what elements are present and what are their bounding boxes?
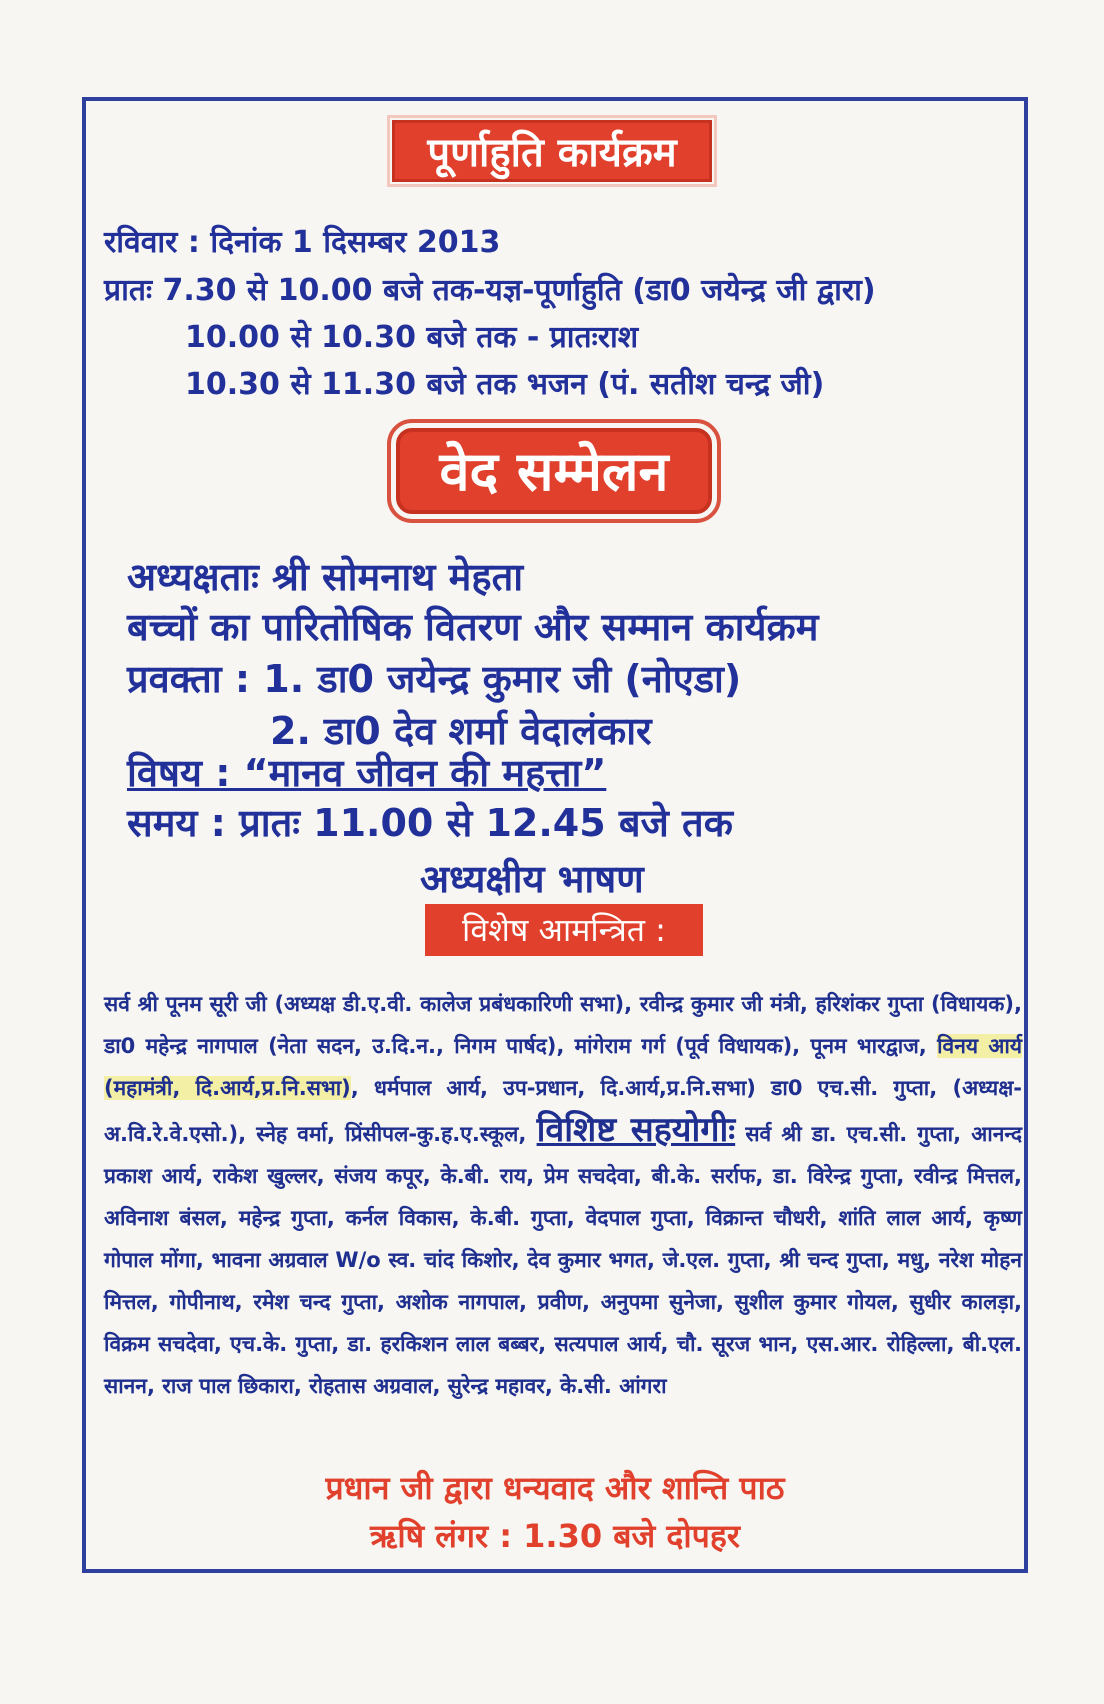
schedule-line-2: 10.00 से 10.30 बजे तक - प्रातःराश (185, 320, 639, 355)
speaker-line-1: प्रवक्ता : 1. डा0 जयेन्द्र कुमार जी (नोएडा) (127, 657, 742, 701)
invitees-text-after: , धर्मपाल आर्य, उप-प्रधान, दि.आर्य,प्र.नि.सभा) डा0 एच.सी. गुप्ता, (अध्यक्ष-अ.वि.रे.वे.एसो.), स्नेह वर्मा, प्रिंसीपल-कु.ह.ए.स्कूल, (104, 1076, 1022, 1146)
prize-line: बच्चों का पारितोषिक वितरण और सम्मान कार्यक्रम (127, 605, 819, 649)
date-line: रविवार : दिनांक 1 दिसम्बर 2013 (104, 225, 501, 260)
invitees-text: सर्व श्री पूनम सूरी जी (अध्यक्ष डी.ए.वी. कालेज प्रबंधकारिणी सभा), रवीन्द्र कुमार जी मंत्री, हरिशंकर गुप्ता (विधायक), डा0 महेन्द्र नागपाल (नेता सदन, उ.दि.न., निगम पार्षद), मांगेराम गर्ग (पूर्व विधायक), पूनम भारद्वाज, (104, 992, 1022, 1058)
invitees-highlight: विनय आर्य (महामंत्री, दि.आर्य,प्र.नि.सभा) (104, 1034, 1022, 1100)
invitees-paragraph (104, 983, 1022, 1407)
time-line: समय : प्रातः 11.00 से 12.45 बजे तक (127, 801, 733, 845)
schedule-line-1: प्रातः 7.30 से 10.00 बजे तक-यज्ञ-पूर्णाहुति (डा0 जयेन्द्र जी द्वारा) (104, 273, 876, 308)
thanks-line: प्रधान जी द्वारा धन्यवाद और शान्ति पाठ (325, 1469, 785, 1507)
supporters-heading: विशिष्ट सहयोगीः (536, 1110, 736, 1150)
schedule-line-3: 10.30 से 11.30 बजे तक भजन (पं. सतीश चन्द्र जी) (185, 367, 825, 402)
section-title-ved-sammelan: वेद सम्मेलन (396, 428, 712, 514)
president-line: अध्यक्षताः श्री सोमनाथ मेहता (127, 555, 524, 599)
supporters-list: सर्व श्री डा. एच.सी. गुप्ता, आनन्द प्रकाश आर्य, राकेश खुल्लर, संजय कपूर, के.बी. राय, प्रेम सचदेवा, बी.के. सर्राफ, डा. विरेन्द्र गुप्ता, रवीन्द्र मित्तल, अविनाश बंसल, महेन्द्र गुप्ता, कर्नल विकास, के.बी. गुप्ता, वेदपाल गुप्ता, विक्रान्त चौधरी, शांति लाल आर्य, कृष्ण गोपाल मोंगा, भावना अग्रवाल W/o स्व. चांद किशोर, देव कुमार भगत, जे.एल. गुप्ता, श्री चन्द गुप्ता, मधु, नरेश मोहन मित्तल, गोपीनाथ, रमेश चन्द गुप्ता, अशोक नागपाल, प्रवीण, अनुपमा सुनेजा, सुशील कुमार गोयल, सुधीर कालड़ा, विक्रम सचदेवा, एच.के. गुप्ता, डा. हरकिशन लाल बब्बर, सत्यपाल आर्य, चौ. सूरज भान, एस.आर. रोहिल्ला, बी.एल. सानन, राज पाल छिकारा, रोहतास अग्रवाल, सुरेन्द्र महावर, के.सी. आंगरा (104, 1122, 1023, 1398)
subject-line: विषय : “मानव जीवन की महत्ता” (127, 751, 607, 795)
presidential-speech: अध्यक्षीय भाषण (420, 857, 644, 901)
section-title-vishesh-amantrit: विशेष आमन्त्रित : (425, 904, 703, 956)
langar-line: ऋषि लंगर : 1.30 बजे दोपहर (370, 1517, 740, 1555)
speaker-line-2: 2. डा0 देव शर्मा वेदालंकार (270, 709, 652, 753)
section-title-purnahuti: पूर्णाहुति कार्यक्रम (392, 120, 712, 182)
